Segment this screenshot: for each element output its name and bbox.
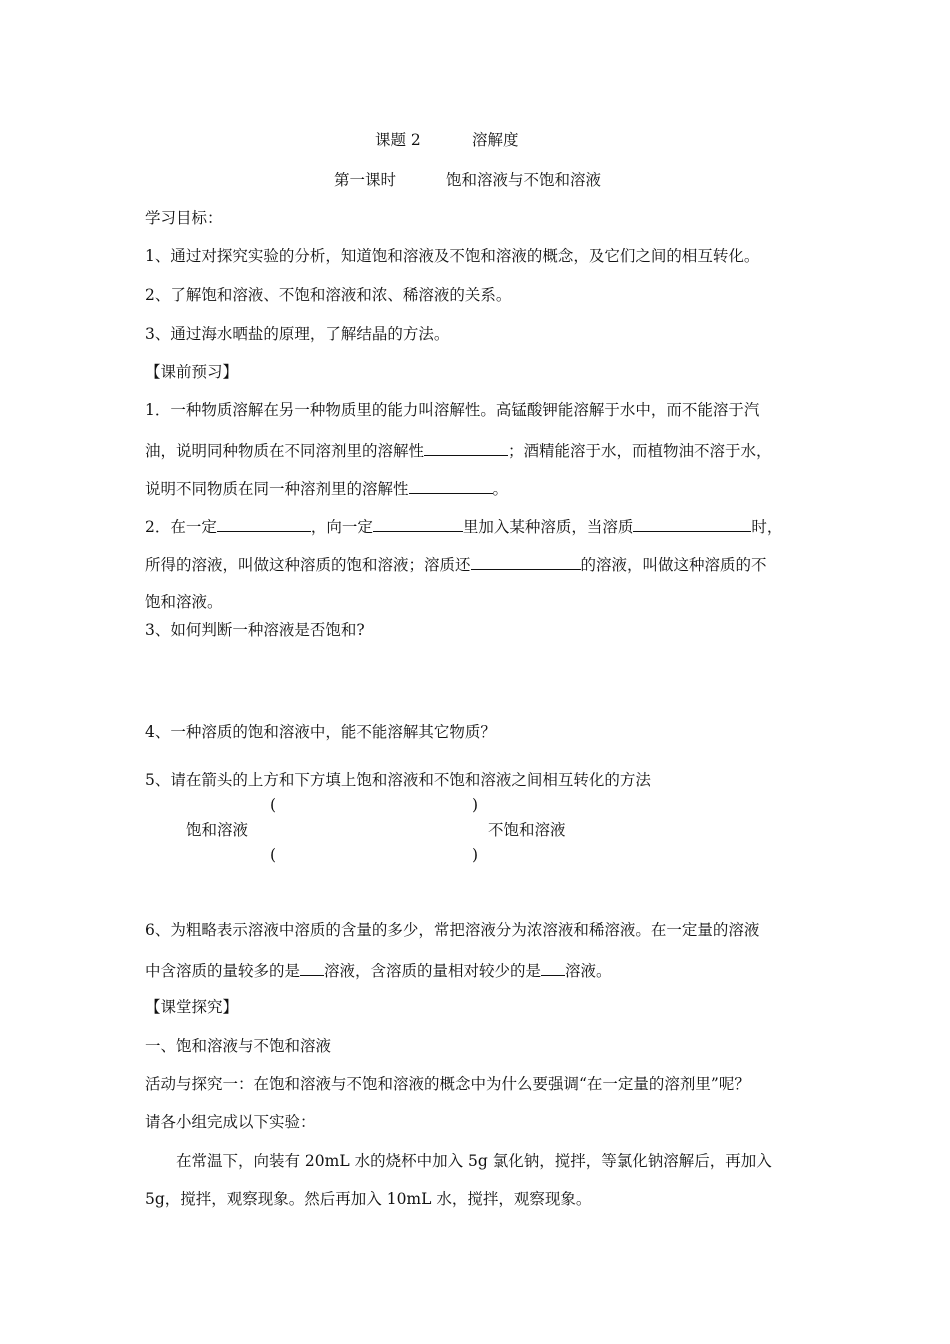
section-heading: 一、饱和溶液与不饱和溶液 [145,1037,332,1055]
upper-paren-open: ( [270,796,277,814]
saturated-label: 饱和溶液 [186,821,249,839]
experiment-line2: 5g，搅拌，观察现象。然后再加入 10mL 水，搅拌，观察现象。 [145,1190,592,1208]
preview-q1-line3 [145,477,508,499]
answer-blank[interactable] [300,959,324,976]
objective-item: 3、通过海水晒盐的原理，了解结晶的方法。 [145,325,450,343]
preview-heading: 【课前预习】 [145,363,239,381]
topic-number: 课题 2 [375,131,421,149]
answer-blank[interactable] [471,553,581,570]
preview-q4: 4、一种溶质的饱和溶液中，能不能溶解其它物质？ [145,723,496,741]
answer-blank[interactable] [424,439,508,456]
q2-text-e: 所得的溶液，叫做这种溶质的饱和溶液；溶质还 [145,556,471,574]
q2-text-d: 时， [751,518,783,536]
preview-q3: 3、如何判断一种溶液是否饱和? [145,621,365,639]
q1-text-d: 。 [492,480,509,498]
q1-text-c: 说明不同物质在同一种溶剂里的溶解性 [145,480,409,498]
q2-text-f: 的溶液，叫做这种溶质的不 [580,556,767,574]
answer-blank[interactable] [541,959,565,976]
q2-text-c: 里加入某种溶质，当溶质 [462,518,634,536]
upper-paren-close: ) [472,796,479,814]
unsaturated-label: 不饱和溶液 [488,821,566,839]
answer-blank[interactable] [409,477,493,494]
preview-q6-line2 [145,959,612,981]
preview-q2-line3: 饱和溶液。 [145,593,223,611]
activity-text: 活动与探究一：在饱和溶液与不饱和溶液的概念中为什么要强调“在一定量的溶剂里”呢？ [145,1075,750,1093]
q1-text-b: ；酒精能溶于水，而植物油不溶于水， [508,442,772,460]
preview-q1-line1: 1．一种物质溶解在另一种物质里的能力叫溶解性。高锰酸钾能溶解于水中，而不能溶于汽 [145,401,760,419]
instruction-text: 请各小组完成以下实验： [145,1113,316,1131]
preview-q1-line2 [145,439,772,461]
experiment-line1: 在常温下，向装有 20mL 水的烧杯中加入 5g 氯化钠，搅拌，等氯化钠溶解后，再加入 [176,1152,772,1170]
topic-title: 溶解度 [472,131,519,149]
objective-item: 1、通过对探究实验的分析，知道饱和溶液及不饱和溶液的概念，及它们之间的相互转化。 [145,247,760,265]
lesson-number: 第一课时 [334,171,397,189]
lower-paren-open: ( [270,846,277,864]
lower-paren-close: ) [472,846,479,864]
answer-blank[interactable] [373,515,463,532]
q1-text-a: 油，说明同种物质在不同溶剂里的溶解性 [145,442,425,460]
preview-q5: 5、请在箭头的上方和下方填上饱和溶液和不饱和溶液之间相互转化的方法 [145,771,651,789]
preview-q2-line2 [145,553,767,575]
answer-blank[interactable] [633,515,751,532]
preview-q6-line1: 6、为粗略表示溶液中溶质的含量的多少，常把溶液分为浓溶液和稀溶液。在一定量的溶液 [145,921,760,939]
preview-q2-line1 [145,515,782,537]
q6-text-a: 中含溶质的量较多的是 [145,962,301,980]
objective-item: 2、了解饱和溶液、不饱和溶液和浓、稀溶液的关系。 [145,286,512,304]
q2-text-b: ，向一定 [310,518,373,536]
q2-text-a: 2．在一定 [145,518,217,536]
q6-text-b: 溶液，含溶质的量相对较少的是 [324,962,542,980]
answer-blank[interactable] [217,515,311,532]
classroom-heading: 【课堂探究】 [145,998,239,1016]
lesson-title: 饱和溶液与不饱和溶液 [446,171,602,189]
q6-text-c: 溶液。 [565,962,612,980]
objectives-heading: 学习目标： [145,209,223,227]
